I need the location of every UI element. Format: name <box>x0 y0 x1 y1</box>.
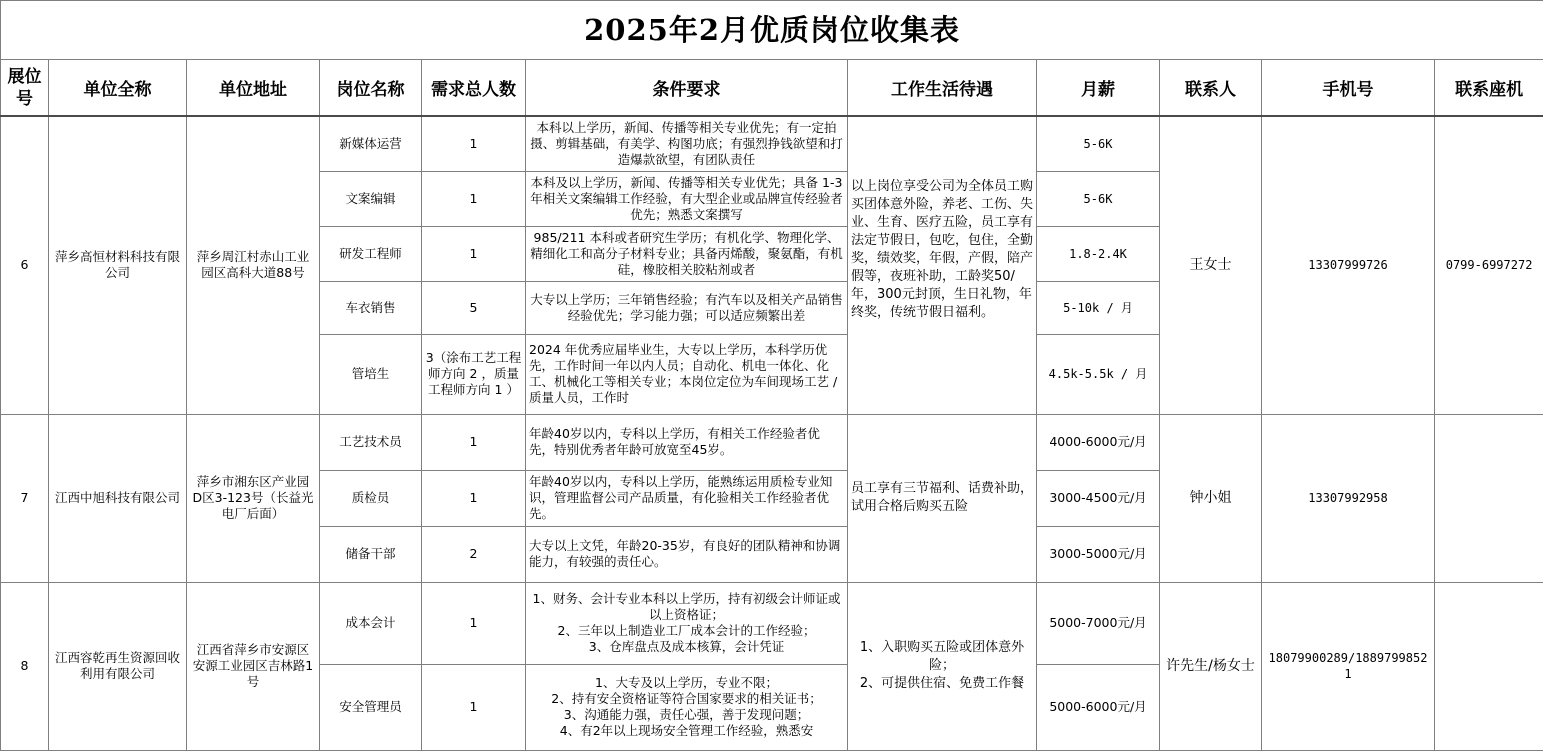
requirements-text: 年龄40岁以内，专科以上学历，能熟练运用质检专业知识，管理监督公司产品质量，有化验相关工作经验者优先。 <box>529 474 844 522</box>
salary-cell[interactable]: 4.5k-5.5k / 月 <box>1037 334 1160 414</box>
header-salary[interactable]: 月薪 <box>1037 60 1160 117</box>
company-address-cell[interactable]: 江西省萍乡市安源区安源工业园区吉林路1号 <box>187 582 320 750</box>
salary-cell[interactable]: 5-10k / 月 <box>1037 281 1160 334</box>
job-requirements-cell[interactable] <box>526 664 848 750</box>
contact-cell[interactable]: 许先生/杨女士 <box>1160 582 1262 750</box>
sheet-title[interactable]: 2025年2月优质岗位收集表 <box>1 1 1543 60</box>
job-requirements-cell[interactable] <box>526 226 848 281</box>
job-count-cell[interactable]: 1 <box>422 414 526 470</box>
benefits-cell[interactable] <box>848 414 1037 582</box>
job-title-cell[interactable]: 安全管理员 <box>320 664 422 750</box>
job-requirements-cell[interactable] <box>526 470 848 526</box>
contact-cell[interactable]: 王女士 <box>1160 116 1262 414</box>
benefits-text: 员工享有三节福利、话费补助，试用合格后购买五险 <box>851 480 1033 516</box>
requirements-text: 大专以上学历；三年销售经验；有汽车以及相关产品销售经验优先；学习能力强；可以适应频繁出差 <box>529 292 844 324</box>
job-title-cell[interactable]: 管培生 <box>320 334 422 414</box>
booth-cell[interactable]: 7 <box>1 414 49 582</box>
company-name-cell[interactable]: 江西中旭科技有限公司 <box>49 414 187 582</box>
booth-cell[interactable]: 8 <box>1 582 49 750</box>
job-count-cell[interactable]: 1 <box>422 226 526 281</box>
contact-cell[interactable]: 钟小姐 <box>1160 414 1262 582</box>
requirements-text: 本科以上学历，新闻、传播等相关专业优先；有一定拍摄、剪辑基础，有美学、构图功底；有强烈挣钱欲望和打造爆款欲望，有团队责任 <box>529 120 844 168</box>
job-requirements-cell[interactable] <box>526 281 848 334</box>
salary-cell[interactable]: 5000-6000元/月 <box>1037 664 1160 750</box>
salary-cell[interactable]: 4000-6000元/月 <box>1037 414 1160 470</box>
booth-cell[interactable]: 6 <box>1 116 49 414</box>
header-requirements[interactable]: 条件要求 <box>526 60 848 117</box>
job-count-cell[interactable]: 3（涂布工艺工程师方向 2 ，质量工程师方向 1 ） <box>422 334 526 414</box>
job-title-cell[interactable]: 质检员 <box>320 470 422 526</box>
company-name-cell[interactable]: 萍乡高恒材料科技有限公司 <box>49 116 187 414</box>
requirements-text: 985/211 本科或者研究生学历；有机化学、物理化学、精细化工和高分子材料专业；具备丙烯酸，聚氨酯，有机硅，橡胶相关胶粘剂或者 <box>529 230 844 278</box>
company-address-cell[interactable]: 萍乡市湘东区产业园D区3-123号（长益光电厂后面） <box>187 414 320 582</box>
requirements-text: 2024 年优秀应届毕业生，大专以上学历，本科学历优先，工作时间一年以内人员；自动化、机电一体化、化工、机械化工等相关专业；本岗位定位为车间现场工艺 / 质量人员，工作时 <box>529 342 844 406</box>
mobile-cell[interactable]: 13307999726 <box>1262 116 1435 414</box>
header-job-title[interactable]: 岗位名称 <box>320 60 422 117</box>
job-count-cell[interactable]: 1 <box>422 582 526 664</box>
job-requirements-cell[interactable] <box>526 116 848 171</box>
job-title-cell[interactable]: 工艺技术员 <box>320 414 422 470</box>
landline-cell[interactable] <box>1435 414 1543 582</box>
job-count-cell[interactable]: 5 <box>422 281 526 334</box>
header-booth[interactable]: 展位号 <box>1 60 49 117</box>
requirements-text: 大专以上文凭，年龄20-35岁，有良好的团队精神和协调能力，有较强的责任心。 <box>529 538 844 570</box>
requirements-text: 本科及以上学历，新闻、传播等相关专业优先；具备 1-3 年相关文案编辑工作经验，有大型企业或品牌宣传经验者优先；熟悉文案撰写 <box>529 175 844 223</box>
header-row <box>1 60 1543 117</box>
requirements-text: 1、财务、会计专业本科以上学历，持有初级会计师证或以上资格证； 2、三年以上制造业工厂成本会计的工作经验； 3、仓库盘点及成本核算，会计凭证 <box>529 591 844 655</box>
header-address[interactable]: 单位地址 <box>187 60 320 117</box>
job-count-cell[interactable]: 2 <box>422 526 526 582</box>
job-requirements-cell[interactable] <box>526 582 848 664</box>
benefits-text: 1、入职购买五险或团体意外险； 2、可提供住宿、免费工作餐 <box>851 639 1033 693</box>
landline-cell[interactable]: 0799-6997272 <box>1435 116 1543 414</box>
requirements-text: 1、大专及以上学历，专业不限； 2、持有安全资格证等符合国家要求的相关证书； 3、沟通能力强，责任心强，善于发现问题； 4、有2年以上现场安全管理工作经验，熟悉安 <box>529 675 844 739</box>
job-title-cell[interactable]: 新媒体运营 <box>320 116 422 171</box>
header-company[interactable]: 单位全称 <box>49 60 187 117</box>
header-count[interactable]: 需求总人数 <box>422 60 526 117</box>
job-requirements-cell[interactable] <box>526 526 848 582</box>
salary-cell[interactable]: 5000-7000元/月 <box>1037 582 1160 664</box>
header-contact[interactable]: 联系人 <box>1160 60 1262 117</box>
benefits-cell[interactable] <box>848 582 1037 750</box>
header-benefits[interactable]: 工作生活待遇 <box>848 60 1037 117</box>
job-requirements-cell[interactable] <box>526 171 848 226</box>
salary-cell[interactable]: 5-6K <box>1037 116 1160 171</box>
mobile-cell[interactable]: 13307992958 <box>1262 414 1435 582</box>
salary-cell[interactable]: 3000-4500元/月 <box>1037 470 1160 526</box>
requirements-text: 年龄40岁以内，专科以上学历，有相关工作经验者优先，特别优秀者年龄可放宽至45岁。 <box>529 426 844 458</box>
job-requirements-cell[interactable] <box>526 414 848 470</box>
salary-cell[interactable]: 1.8-2.4K <box>1037 226 1160 281</box>
job-requirements-cell[interactable] <box>526 334 848 414</box>
job-title-cell[interactable]: 成本会计 <box>320 582 422 664</box>
table-row <box>1 582 1543 664</box>
job-title-cell[interactable]: 车衣销售 <box>320 281 422 334</box>
job-count-cell[interactable]: 1 <box>422 664 526 750</box>
job-title-cell[interactable]: 储备干部 <box>320 526 422 582</box>
benefits-cell[interactable] <box>848 116 1037 414</box>
salary-cell[interactable]: 5-6K <box>1037 171 1160 226</box>
header-mobile[interactable]: 手机号 <box>1262 60 1435 117</box>
company-name-cell[interactable]: 江西容乾再生资源回收利用有限公司 <box>49 582 187 750</box>
job-title-cell[interactable]: 文案编辑 <box>320 171 422 226</box>
benefits-text: 以上岗位享受公司为全体员工购买团体意外险，养老、工伤、失业、生育、医疗五险，员工享有法定节假日，包吃，包住，全勤奖，绩效奖，年假，产假，陪产假等，夜班补助，工龄奖50/年，300元封顶，生日礼物，年终奖，传统节假日福利。 <box>851 178 1033 322</box>
landline-cell[interactable] <box>1435 582 1543 750</box>
job-count-cell[interactable]: 1 <box>422 116 526 171</box>
company-address-cell[interactable]: 萍乡周江村赤山工业园区高科大道88号 <box>187 116 320 414</box>
table-row <box>1 116 1543 171</box>
header-landline[interactable]: 联系座机 <box>1435 60 1543 117</box>
salary-cell[interactable]: 3000-5000元/月 <box>1037 526 1160 582</box>
table-row <box>1 414 1543 470</box>
job-count-cell[interactable]: 1 <box>422 470 526 526</box>
job-title-cell[interactable]: 研发工程师 <box>320 226 422 281</box>
mobile-cell[interactable]: 18079900289/18897998521 <box>1262 582 1435 750</box>
job-count-cell[interactable]: 1 <box>422 171 526 226</box>
